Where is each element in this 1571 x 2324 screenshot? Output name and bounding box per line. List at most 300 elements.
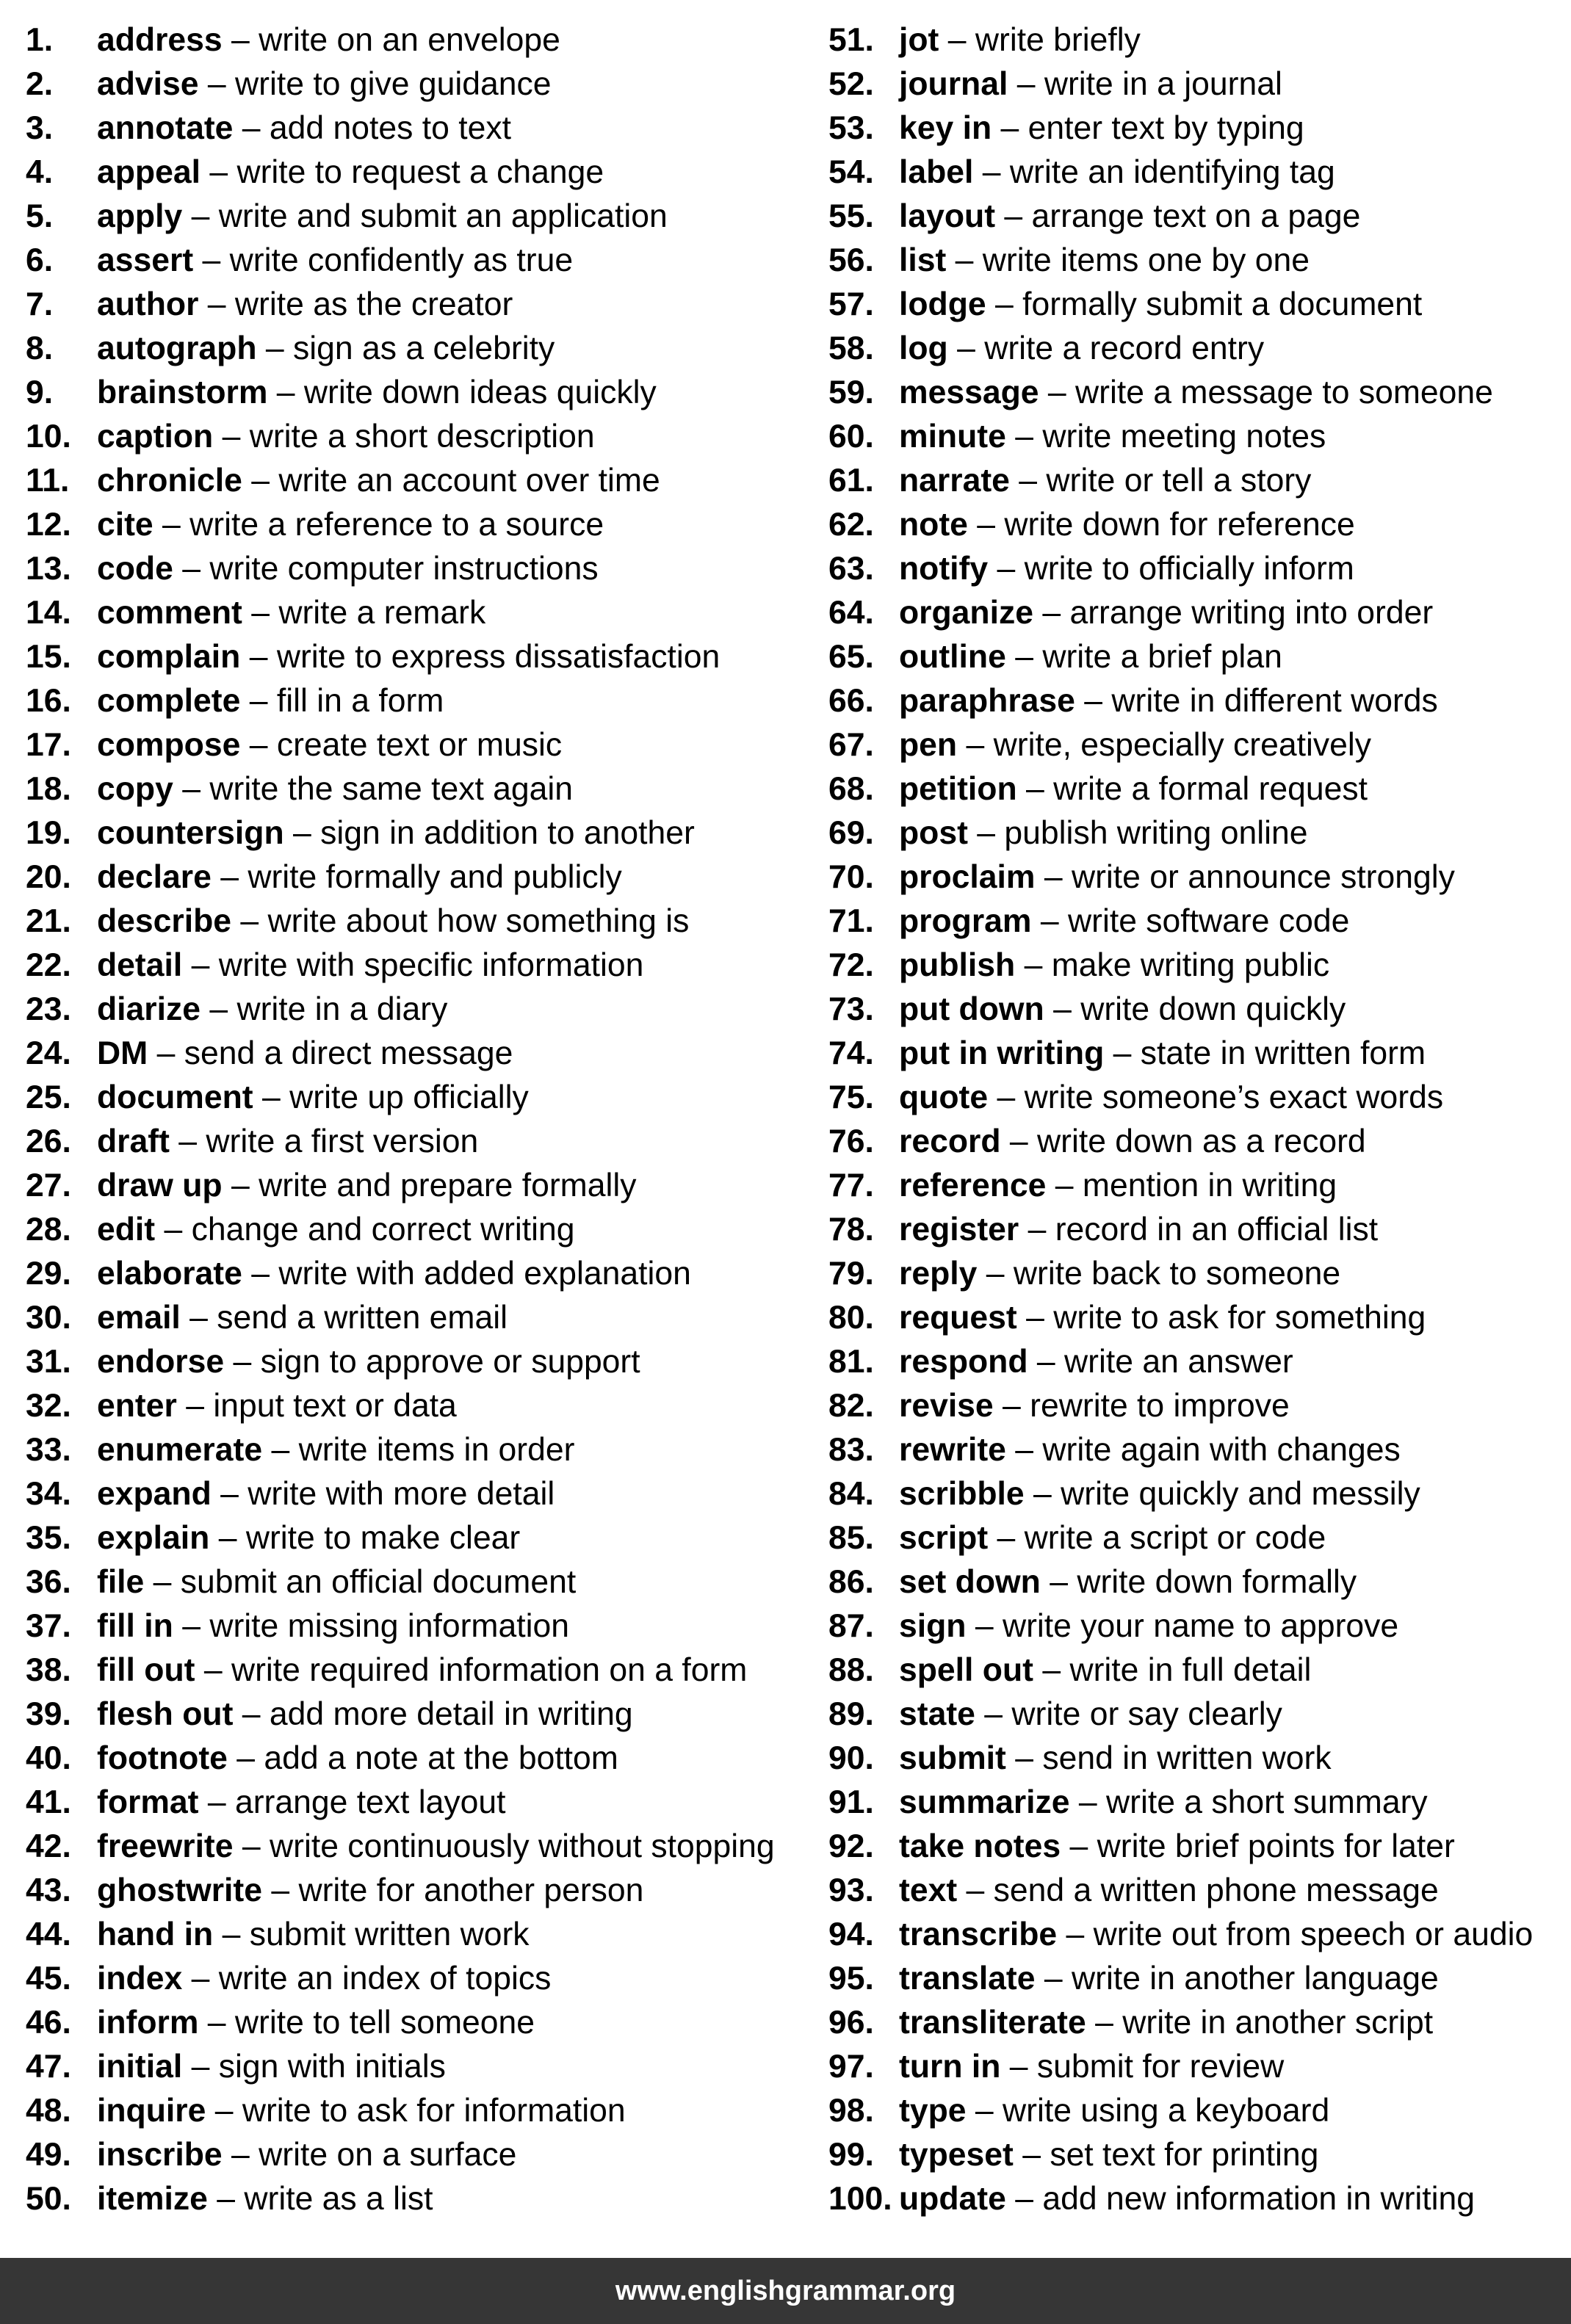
item-separator: – [1024, 1476, 1061, 1512]
item-separator: – [240, 727, 277, 763]
item-separator: – [988, 551, 1025, 587]
item-term: label [899, 154, 974, 190]
item-number: 86. [828, 1564, 874, 1600]
list-item [828, 591, 1563, 635]
item-term: autograph [97, 330, 257, 366]
item-term: cite [97, 507, 154, 543]
item-term: itemize [97, 2181, 208, 2217]
item-entry [899, 1604, 1398, 1648]
item-number: 31. [26, 1344, 71, 1380]
item-definition: arrange writing into order [1069, 595, 1434, 631]
item-term: elaborate [97, 1256, 242, 1292]
item-entry [899, 283, 1422, 327]
item-number: 51. [828, 22, 874, 58]
list-item [828, 1120, 1563, 1164]
item-term: caption [97, 419, 214, 455]
item-definition: write using a keyboard [1002, 2093, 1330, 2129]
item-separator: – [182, 1961, 219, 1997]
item-separator: – [198, 2005, 235, 2041]
item-separator: – [939, 22, 975, 58]
item-entry [899, 415, 1326, 459]
item-definition: write out from speech or audio [1093, 1916, 1534, 1952]
item-definition: write a short description [249, 419, 595, 455]
item-term: annotate [97, 110, 234, 146]
item-definition: write required information on a form [231, 1652, 748, 1688]
item-definition: add a note at the bottom [264, 1740, 618, 1776]
item-term: copy [97, 771, 173, 807]
item-definition: write in different words [1111, 683, 1438, 719]
item-number: 94. [828, 1916, 874, 1952]
item-definition: sign with initials [218, 2049, 446, 2085]
list-item [26, 371, 804, 415]
item-definition: write for another person [298, 1872, 644, 1908]
item-number: 23. [26, 991, 71, 1027]
list-item [828, 1825, 1563, 1869]
item-definition: arrange text layout [234, 1784, 506, 1820]
list-item [828, 2089, 1563, 2133]
item-number: 25. [26, 1079, 71, 1115]
item-term: transcribe [899, 1916, 1058, 1952]
item-definition: submit an official document [180, 1564, 577, 1600]
item-term: complete [97, 683, 241, 719]
item-definition: write to ask for information [242, 2093, 626, 2129]
item-number: 32. [26, 1388, 71, 1424]
list-item [26, 1913, 804, 1957]
item-separator: – [1040, 1564, 1077, 1600]
item-number: 45. [26, 1961, 71, 1997]
item-term: edit [97, 1212, 156, 1248]
item-entry [97, 195, 668, 239]
item-definition: write an identifying tag [1009, 154, 1335, 190]
item-number: 44. [26, 1916, 71, 1952]
list-item [828, 988, 1563, 1032]
item-number: 70. [828, 859, 874, 895]
item-term: draw up [97, 1168, 223, 1203]
list-item [26, 2133, 804, 2177]
item-entry [97, 1384, 457, 1428]
item-term: footnote [97, 1740, 228, 1776]
item-definition: write or say clearly [1011, 1696, 1282, 1732]
item-separator: – [193, 242, 230, 278]
item-number: 81. [828, 1344, 874, 1380]
item-separator: – [242, 1256, 279, 1292]
item-term: spell out [899, 1652, 1033, 1688]
item-term: note [899, 507, 968, 543]
item-term: put in writing [899, 1035, 1105, 1071]
item-entry [97, 723, 562, 767]
item-entry [97, 1913, 530, 1957]
item-definition: input text or data [213, 1388, 457, 1424]
item-separator: – [242, 463, 279, 499]
item-term: comment [97, 595, 242, 631]
item-number: 12. [26, 507, 71, 543]
item-entry [97, 2089, 626, 2133]
list-item [828, 371, 1563, 415]
item-separator: – [1000, 2049, 1037, 2085]
list-item [26, 1428, 804, 1472]
item-term: minute [899, 419, 1006, 455]
item-separator: – [1033, 1652, 1070, 1688]
item-entry [97, 1693, 633, 1737]
item-separator: – [195, 1652, 231, 1688]
item-term: journal [899, 66, 1008, 102]
item-entry [97, 1340, 640, 1384]
item-separator: – [207, 2181, 245, 2217]
item-number: 21. [26, 903, 71, 939]
item-term: quote [899, 1079, 989, 1115]
list-item [26, 1076, 804, 1120]
list-item [828, 855, 1563, 899]
list-item [26, 591, 804, 635]
item-separator: – [1057, 1916, 1094, 1952]
item-term: enumerate [97, 1432, 263, 1468]
item-separator: – [224, 1344, 261, 1380]
item-number: 84. [828, 1476, 874, 1512]
item-definition: send in written work [1042, 1740, 1332, 1776]
item-entry [899, 1781, 1428, 1825]
item-separator: – [213, 419, 250, 455]
list-item [26, 1560, 804, 1604]
list-item [828, 1737, 1563, 1781]
item-number: 10. [26, 419, 71, 455]
item-term: publish [899, 947, 1016, 983]
list-item [26, 415, 804, 459]
item-separator: – [200, 991, 237, 1027]
item-entry [899, 1032, 1426, 1076]
list-item [26, 1164, 804, 1208]
list-item [828, 1604, 1563, 1648]
item-definition: sign as a celebrity [293, 330, 555, 366]
item-separator: – [283, 815, 321, 851]
footer-url: www.englishgrammar.org [615, 2276, 956, 2306]
item-entry [899, 1825, 1455, 1869]
item-number: 5. [26, 198, 54, 234]
list-item [828, 1869, 1563, 1913]
list-item [828, 1164, 1563, 1208]
item-entry [97, 1164, 637, 1208]
item-separator: – [957, 727, 994, 763]
item-number: 71. [828, 903, 874, 939]
item-number: 98. [828, 2093, 874, 2129]
item-entry [899, 591, 1433, 635]
item-definition: write computer instructions [209, 551, 599, 587]
item-term: compose [97, 727, 241, 763]
item-entry [899, 1648, 1311, 1693]
item-definition: write in another script [1122, 2005, 1434, 2041]
item-separator: – [946, 242, 983, 278]
item-term: layout [899, 198, 996, 234]
item-entry [899, 371, 1493, 415]
list-item [26, 503, 804, 547]
list-item [828, 239, 1563, 283]
item-number: 1. [26, 22, 54, 58]
item-separator: – [148, 1035, 184, 1071]
item-definition: write to make clear [245, 1520, 521, 1556]
item-term: expand [97, 1476, 212, 1512]
item-separator: – [966, 2093, 1003, 2129]
list-item [828, 18, 1563, 62]
item-definition: write in a journal [1044, 66, 1282, 102]
item-definition: write, especially creatively [993, 727, 1372, 763]
item-definition: write up officially [289, 1079, 529, 1115]
item-term: fill in [97, 1608, 173, 1644]
list-item [828, 503, 1563, 547]
item-separator: – [213, 1916, 250, 1952]
item-number: 4. [26, 154, 54, 190]
item-entry [899, 1208, 1378, 1252]
item-term: author [97, 286, 199, 322]
item-number: 2. [26, 66, 54, 102]
item-term: DM [97, 1035, 148, 1071]
list-item [828, 2045, 1563, 2089]
item-separator: – [200, 154, 237, 190]
item-term: countersign [97, 815, 284, 851]
item-definition: write an account over time [278, 463, 660, 499]
item-term: program [899, 903, 1032, 939]
list-item [26, 2045, 804, 2089]
item-term: diarize [97, 991, 201, 1027]
item-entry [97, 151, 604, 195]
item-number: 9. [26, 374, 54, 410]
list-item [828, 899, 1563, 944]
list-item [26, 679, 804, 723]
item-separator: – [1015, 947, 1052, 983]
list-item [26, 1825, 804, 1869]
item-number: 77. [828, 1168, 874, 1203]
item-entry [899, 988, 1346, 1032]
item-number: 43. [26, 1872, 71, 1908]
item-term: submit [899, 1740, 1006, 1776]
list-item [26, 855, 804, 899]
item-separator: – [169, 1123, 206, 1159]
item-definition: write brief points for later [1097, 1828, 1455, 1864]
item-separator: – [1104, 1035, 1141, 1071]
item-term: address [97, 22, 223, 58]
item-term: explain [97, 1520, 210, 1556]
item-term: describe [97, 903, 232, 939]
item-number: 83. [828, 1432, 874, 1468]
item-term: detail [97, 947, 183, 983]
list-item [828, 2177, 1563, 2221]
item-definition: write confidently as true [229, 242, 574, 278]
item-term: flesh out [97, 1696, 234, 1732]
item-entry [97, 239, 573, 283]
list-item [26, 151, 804, 195]
item-term: initial [97, 2049, 183, 2085]
item-definition: write to give guidance [235, 66, 552, 102]
list-item [26, 1781, 804, 1825]
list-item [828, 106, 1563, 151]
item-term: assert [97, 242, 194, 278]
item-entry [97, 1516, 520, 1560]
list-item [26, 635, 804, 679]
item-number: 92. [828, 1828, 874, 1864]
list-item [26, 1032, 804, 1076]
list-item [828, 1560, 1563, 1604]
item-number: 29. [26, 1256, 71, 1292]
item-separator: – [227, 1740, 264, 1776]
item-term: outline [899, 639, 1006, 675]
item-term: take notes [899, 1828, 1061, 1864]
item-definition: write items in order [298, 1432, 575, 1468]
item-definition: write a formal request [1053, 771, 1368, 807]
item-entry [97, 1472, 555, 1516]
item-entry [899, 1164, 1337, 1208]
item-separator: – [182, 947, 219, 983]
item-number: 91. [828, 1784, 874, 1820]
item-definition: write down as a record [1036, 1123, 1366, 1159]
item-entry [97, 415, 595, 459]
item-number: 53. [828, 110, 874, 146]
item-entry [97, 106, 511, 151]
item-term: turn in [899, 2049, 1001, 2085]
item-entry [97, 1032, 513, 1076]
item-definition: write software code [1067, 903, 1350, 939]
item-definition: write the same text again [209, 771, 574, 807]
item-separator: – [1008, 66, 1044, 102]
list-item [26, 1472, 804, 1516]
item-definition: send a direct message [184, 1035, 513, 1071]
item-number: 22. [26, 947, 71, 983]
item-definition: add notes to text [269, 110, 511, 146]
item-separator: – [977, 1256, 1014, 1292]
item-number: 50. [26, 2181, 71, 2217]
list-item [828, 1648, 1563, 1693]
list-item [828, 415, 1563, 459]
item-term: state [899, 1696, 975, 1732]
item-entry [899, 1384, 1290, 1428]
item-definition: set text for printing [1050, 2137, 1319, 2173]
item-number: 88. [828, 1652, 874, 1688]
item-number: 3. [26, 110, 54, 146]
item-separator: – [1005, 639, 1043, 675]
list-item [828, 811, 1563, 855]
item-entry [97, 1252, 691, 1296]
item-term: email [97, 1300, 181, 1336]
list-item [26, 988, 804, 1032]
item-separator: – [1005, 419, 1043, 455]
item-entry [97, 2133, 516, 2177]
item-term: record [899, 1123, 1001, 1159]
item-number: 15. [26, 639, 71, 675]
item-number: 49. [26, 2137, 71, 2173]
item-entry [899, 899, 1349, 944]
list-item [828, 1693, 1563, 1737]
item-separator: – [262, 1432, 299, 1468]
item-entry [899, 2177, 1475, 2221]
list-item [828, 62, 1563, 106]
item-term: revise [899, 1388, 994, 1424]
item-term: request [899, 1300, 1017, 1336]
item-definition: send a written phone message [993, 1872, 1439, 1908]
item-term: inquire [97, 2093, 206, 2129]
item-term: typeset [899, 2137, 1014, 2173]
item-number: 78. [828, 1212, 874, 1248]
item-definition: create text or music [276, 727, 563, 763]
list-item [26, 1296, 804, 1340]
item-definition: add new information in writing [1042, 2181, 1476, 2217]
item-definition: enter text by typing [1028, 110, 1304, 146]
item-entry [97, 1648, 747, 1693]
item-separator: – [198, 286, 235, 322]
list-item [26, 899, 804, 944]
item-number: 75. [828, 1079, 874, 1115]
item-term: log [899, 330, 948, 366]
item-separator: – [233, 110, 270, 146]
item-term: code [97, 551, 173, 587]
item-term: narrate [899, 463, 1010, 499]
left-word-column [26, 18, 804, 2221]
item-entry [899, 1252, 1340, 1296]
item-definition: write with specific information [218, 947, 644, 983]
item-definition: write to officially inform [1024, 551, 1354, 587]
item-number: 93. [828, 1872, 874, 1908]
item-definition: write items one by one [982, 242, 1310, 278]
item-entry [97, 1120, 478, 1164]
item-definition: write and submit an application [218, 198, 668, 234]
item-number: 26. [26, 1123, 71, 1159]
item-separator: – [209, 1520, 246, 1556]
list-item [26, 1208, 804, 1252]
list-item [26, 62, 804, 106]
item-term: brainstorm [97, 374, 268, 410]
list-item [828, 1472, 1563, 1516]
item-term: inscribe [97, 2137, 223, 2173]
item-definition: write your name to approve [1002, 1608, 1399, 1644]
item-term: declare [97, 859, 212, 895]
item-term: inform [97, 2005, 199, 2041]
item-definition: write down quickly [1080, 991, 1346, 1027]
item-term: update [899, 2181, 1006, 2217]
item-definition: write about how something is [267, 903, 690, 939]
item-separator: – [1005, 2181, 1043, 2217]
item-separator: – [947, 330, 985, 366]
list-item [828, 151, 1563, 195]
item-number: 72. [828, 947, 874, 983]
item-number: 39. [26, 1696, 71, 1732]
item-definition: rewrite to improve [1030, 1388, 1290, 1424]
item-separator: – [222, 22, 259, 58]
item-entry [97, 2177, 433, 2221]
list-item [828, 1516, 1563, 1560]
item-separator: – [992, 110, 1028, 146]
item-separator: – [973, 154, 1010, 190]
item-entry [899, 2089, 1329, 2133]
item-entry [97, 767, 573, 811]
list-item [828, 1252, 1563, 1296]
item-separator: – [1016, 1300, 1054, 1336]
item-entry [97, 1781, 506, 1825]
item-number: 100. [828, 2181, 892, 2217]
item-number: 66. [828, 683, 874, 719]
list-item [828, 1957, 1563, 2001]
list-item [26, 459, 804, 503]
item-separator: – [231, 903, 268, 939]
item-entry [97, 1825, 775, 1869]
item-definition: write someone’s exact words [1024, 1079, 1444, 1115]
item-number: 80. [828, 1300, 874, 1336]
item-definition: write an index of topics [218, 1961, 552, 1997]
list-item [26, 1648, 804, 1693]
item-term: notify [899, 551, 989, 587]
list-item [828, 679, 1563, 723]
item-number: 60. [828, 419, 874, 455]
list-item [828, 1913, 1563, 1957]
item-definition: write as a list [244, 2181, 433, 2217]
item-number: 42. [26, 1828, 71, 1864]
list-item [26, 1737, 804, 1781]
list-item [828, 1384, 1563, 1428]
